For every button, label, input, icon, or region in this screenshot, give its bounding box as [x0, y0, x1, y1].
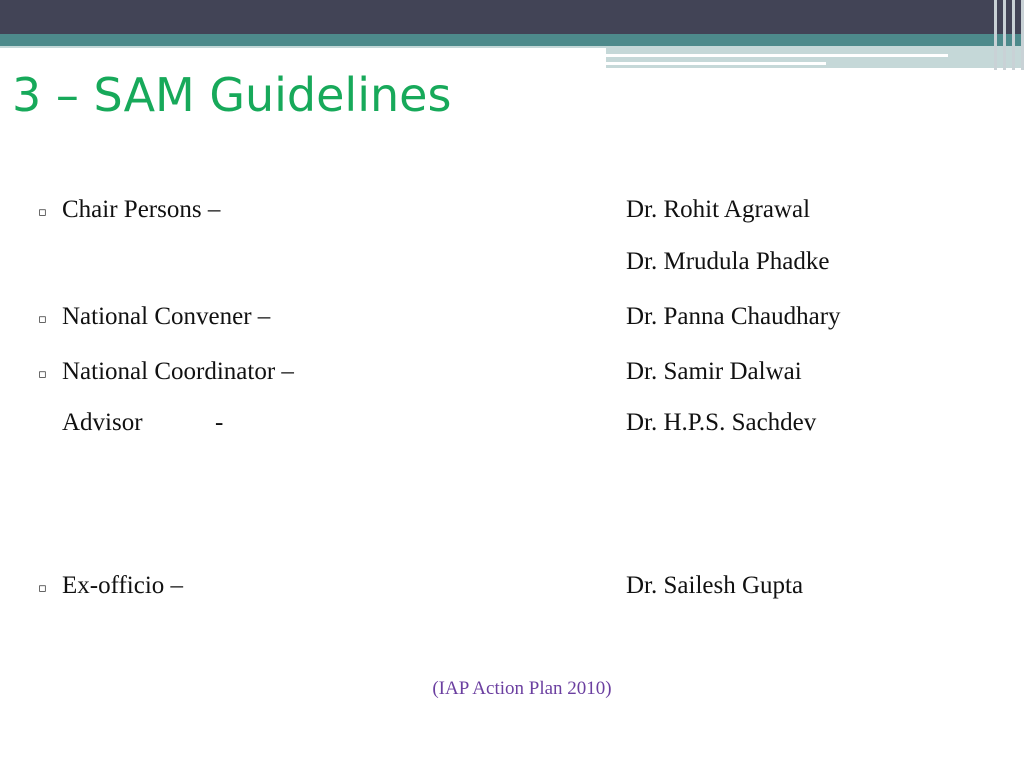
header-band-teal [0, 34, 1024, 46]
bullet-icon: ▫ [38, 312, 47, 327]
list-item-ex-officio [0, 572, 1024, 608]
header-accent-line [606, 54, 948, 57]
bullet-icon: ▫ [38, 367, 47, 382]
citation: (IAP Action Plan 2010) [432, 678, 612, 699]
header-band-dark [0, 0, 1024, 34]
bullet-icon: ▫ [38, 581, 47, 596]
role-dash: - [215, 409, 224, 436]
list-item-chair-persons [0, 196, 1024, 232]
person-name: Dr. Sailesh Gupta [626, 572, 804, 599]
header-accent-line [606, 62, 826, 65]
role-label: National Convener – [62, 303, 271, 330]
role-label: Advisor [62, 409, 143, 436]
list-item-advisor [0, 409, 1024, 445]
person-name: Dr. Samir Dalwai [626, 358, 802, 385]
header-edge-stripes [994, 0, 1024, 70]
header-band-thin [0, 46, 606, 48]
role-label: Ex-officio – [62, 572, 184, 599]
slide-title: 3 – SAM Guidelines [12, 68, 452, 122]
person-name: Dr. Mrudula Phadke [626, 248, 830, 275]
role-label: National Coordinator – [62, 358, 294, 385]
role-label: Chair Persons – [62, 196, 221, 223]
person-name: Dr. Panna Chaudhary [626, 303, 841, 330]
list-item-chair-persons-cont [0, 248, 1024, 284]
person-name: Dr. H.P.S. Sachdev [626, 409, 817, 436]
bullet-icon: ▫ [38, 205, 47, 220]
person-name: Dr. Rohit Agrawal [626, 196, 811, 223]
list-item-national-convener [0, 303, 1024, 339]
list-item-national-coordinator [0, 358, 1024, 394]
